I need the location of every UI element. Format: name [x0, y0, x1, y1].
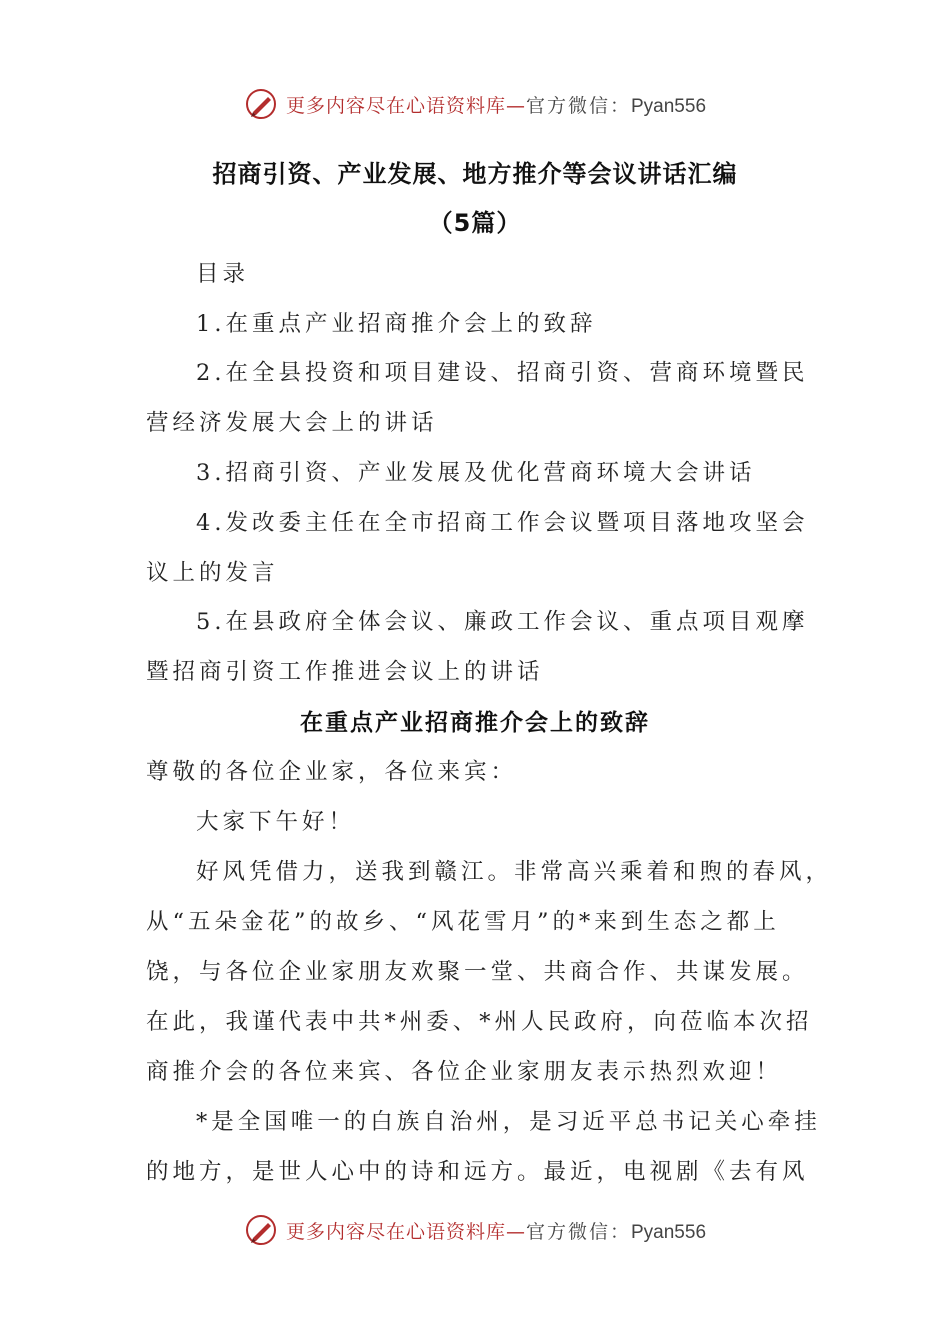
watermark-brand-text: 更多内容尽在心语资料库—官方微信：Pyan556	[285, 1220, 707, 1243]
paragraph-1-line: 商推介会的各位来宾、各位企业家朋友表示热烈欢迎！	[146, 1059, 783, 1085]
paragraph-2-line: *是全国唯一的白族自治州，是习近平总书记关心牵挂	[196, 1109, 821, 1135]
toc-item-4-cont: 议上的发言	[146, 560, 279, 586]
paragraph-1-line: 在此，我谨代表中共*州委、*州人民政府，向莅临本次招	[146, 1009, 813, 1035]
toc-item-2-cont: 营经济发展大会上的讲话	[146, 410, 438, 436]
toc-item-5: 5.在县政府全体会议、廉政工作会议、重点项目观摩	[196, 609, 809, 635]
toc-item-3: 3.招商引资、产业发展及优化营商环境大会讲话	[196, 460, 756, 486]
toc-item-1: 1.在重点产业招商推介会上的致辞	[196, 311, 597, 337]
toc-heading: 目录	[196, 261, 250, 287]
salutation: 尊敬的各位企业家，各位来宾：	[146, 759, 518, 785]
paragraph-1-line: 从“五朵金花”的故乡、“风花雪月”的*来到生态之都上	[146, 909, 780, 935]
paragraph-2-line: 的地方，是世人心中的诗和远方。最近，电视剧《去有风	[146, 1159, 809, 1185]
toc-item-2: 2.在全县投资和项目建设、招商引资、营商环境暨民	[196, 360, 809, 386]
watermark-brand-text: 更多内容尽在心语资料库—官方微信：Pyan556	[285, 94, 707, 117]
pen-logo-icon	[244, 1213, 278, 1247]
toc-item-5-cont: 暨招商引资工作推进会议上的讲话	[146, 659, 544, 685]
doc-title-count: （5篇）	[428, 209, 522, 237]
toc-item-4: 4.发改委主任在全市招商工作会议暨项目落地攻坚会	[196, 510, 809, 536]
pen-logo-icon	[244, 87, 278, 121]
section-title: 在重点产业招商推介会上的致辞	[300, 710, 650, 736]
paragraph-1-line: 好风凭借力，送我到赣江。非常高兴乘着和煦的春风，	[196, 859, 833, 885]
watermark-banner-top	[0, 82, 950, 126]
doc-title: 招商引资、产业发展、地方推介等会议讲话汇编	[212, 160, 738, 188]
greeting: 大家下午好！	[196, 809, 356, 835]
watermark-banner-bottom	[0, 1208, 950, 1252]
paragraph-1-line: 饶，与各位企业家朋友欢聚一堂、共商合作、共谋发展。	[146, 959, 809, 985]
